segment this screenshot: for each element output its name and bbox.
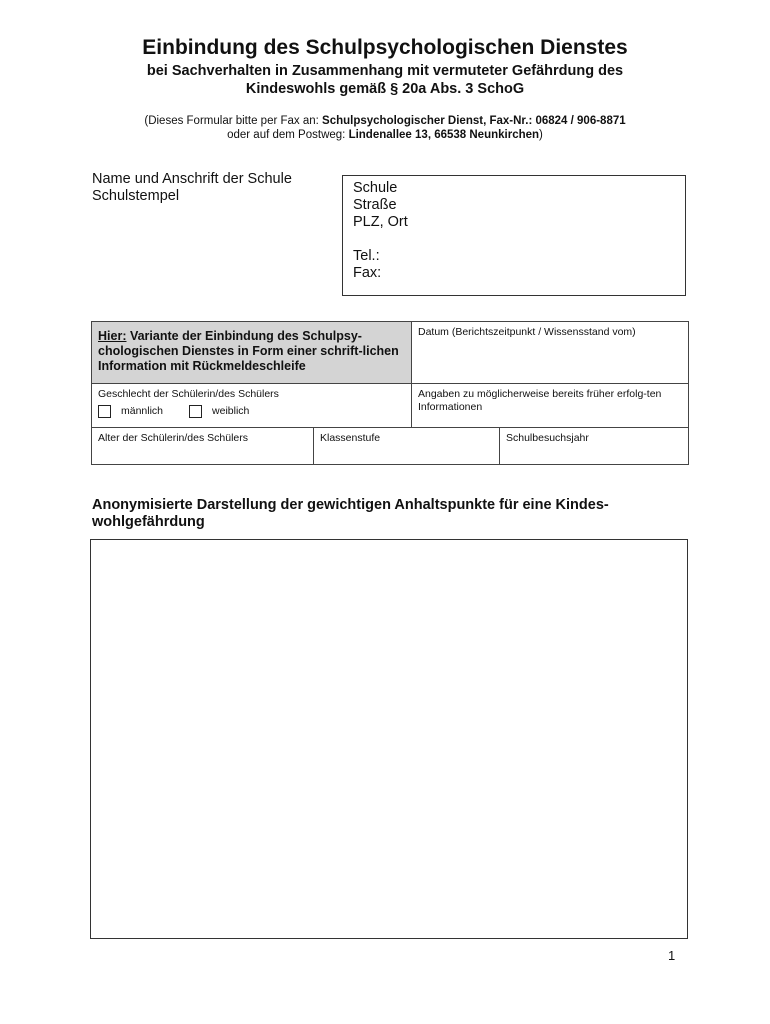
fax-note-line-1: [0, 114, 770, 128]
school-stamp-box[interactable]: [342, 175, 686, 296]
date-field[interactable]: [412, 322, 689, 384]
date-label: Datum (Berichtszeitpunkt / Wissensstand vom): [418, 326, 636, 338]
school-tel-line: Tel.:: [353, 248, 380, 264]
female-checkbox[interactable]: [189, 405, 202, 418]
fax-note-suffix: ): [539, 129, 543, 141]
gender-options: [98, 405, 405, 418]
subtitle-line-1: bei Sachverhalten in Zusammenhang mit vermuteter Gefährdung des: [146, 63, 624, 79]
document-subtitle: [0, 62, 770, 98]
fax-note-prefix: (Dieses Formular bitte per Fax an:: [144, 115, 323, 127]
prior-info-label: Angaben zu möglicherweise bereits früher erfolg-ten Informationen: [418, 388, 662, 413]
female-label: weiblich: [212, 405, 250, 417]
prior-info-field[interactable]: [412, 384, 689, 428]
grade-label: Klassenstufe: [320, 432, 381, 444]
info-form-table: [91, 321, 689, 465]
school-street-line: Straße: [353, 197, 397, 213]
school-year-label: Schulbesuchsjahr: [506, 432, 589, 444]
male-label: männlich: [121, 405, 164, 417]
post-prefix: oder auf dem Postweg:: [227, 129, 349, 141]
post-address: Lindenallee 13, 66538 Neunkirchen: [348, 129, 540, 141]
age-label: Alter der Schülerin/des Schülers: [98, 432, 248, 444]
page-number: 1: [668, 948, 676, 963]
gender-cell: [92, 384, 412, 428]
age-field[interactable]: [92, 428, 314, 465]
variant-cell: [92, 322, 412, 384]
school-city-line: PLZ, Ort: [353, 214, 408, 230]
section-heading: Anonymisierte Darstellung der gewichtigen Anhaltspunkte für eine Kindes-wohlgefährdung: [92, 497, 609, 530]
variant-hier: Hier:: [98, 329, 127, 343]
subtitle-line-2: Kindeswohls gemäß § 20a Abs. 3 SchoG: [245, 81, 525, 97]
fax-target: Schulpsychologischer Dienst, Fax-Nr.: 06824 / 906-8871: [322, 115, 626, 127]
male-checkbox[interactable]: [98, 405, 111, 418]
school-name-line: Schule: [353, 180, 398, 196]
fax-note-line-2: [0, 128, 770, 142]
gender-label: Geschlecht der Schülerin/des Schülers: [98, 388, 279, 400]
school-label-line-2: Schulstempel: [92, 188, 180, 204]
document-title: Einbindung des Schulpsychologischen Dienstes: [142, 36, 628, 59]
school-fax-line: Fax:: [353, 265, 382, 281]
variant-text: Variante der Einbindung des Schulpsy-chologischen Dienstes in Form einer schrift-lichen Information mit Rückmeldeschleife: [98, 329, 399, 373]
fax-note: [0, 114, 770, 142]
school-label-line-1: Name und Anschrift der Schule: [92, 171, 292, 187]
school-year-field[interactable]: [500, 428, 689, 465]
description-text-area[interactable]: [90, 539, 688, 939]
grade-field[interactable]: [314, 428, 500, 465]
school-label: [92, 171, 292, 205]
